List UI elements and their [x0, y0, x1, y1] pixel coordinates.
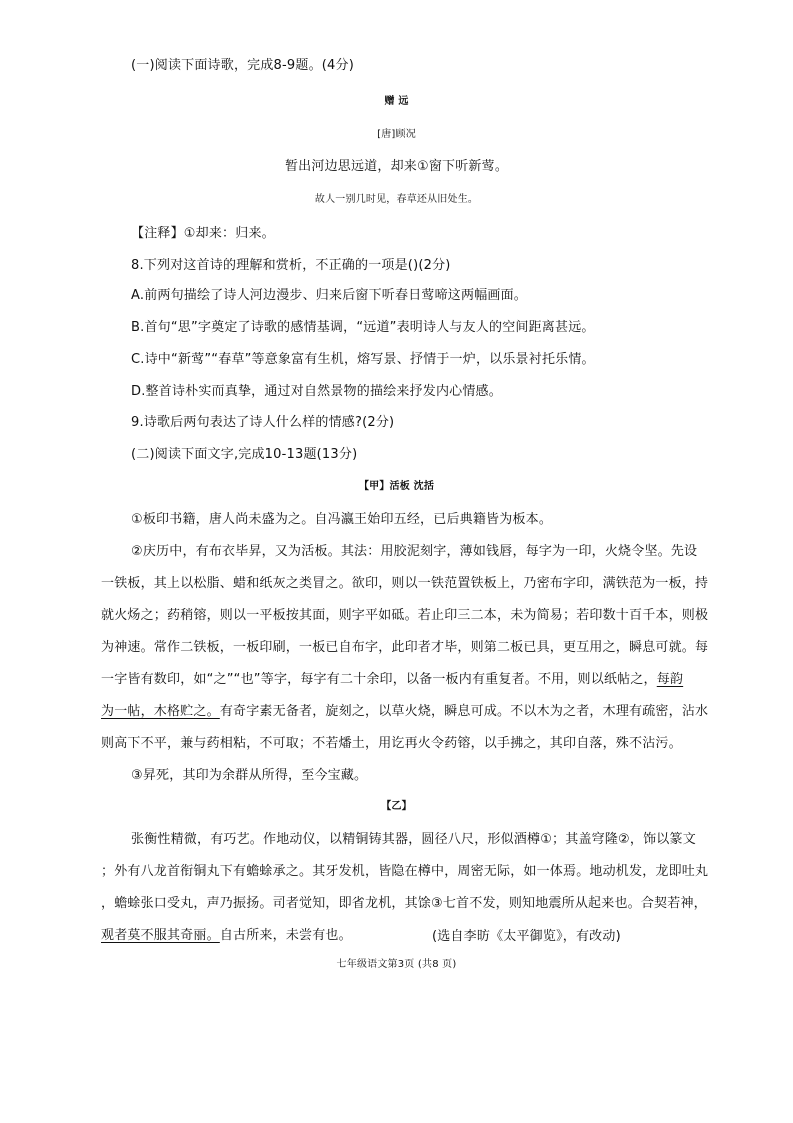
jia-paragraph-1: ①板印书籍，唐人尚未盛为之。自冯瀛王始印五经，已后典籍皆为板本。 — [131, 512, 553, 527]
jia-paragraph-2-line-2: 一铁板，其上以松脂、蜡和纸灰之类冒之。欲印，则以一铁范置铁板上，乃密布字印，满铁范为一板，持 — [101, 576, 709, 591]
jia-paragraph-2-line-4: 为神速。常作二铁板，一板印刷，一板已自布字，此印者才毕，则第二板已具，更互用之，瞬息可就。每 — [101, 640, 709, 655]
poem-title: 赠 远 — [384, 96, 409, 107]
yi-line-4 — [101, 924, 352, 943]
jia-paragraph-2-line-1: ②庆历中，有布衣毕昇，又为活板。其法：用胶泥刻字，薄如钱唇，每字为一印，火烧令坚。先设 — [131, 544, 698, 559]
text-segment: 有奇字素无备者，旋刻之，以草火烧，瞬息可成。不以木为之者，木理有疏密，沾水 — [219, 704, 709, 719]
jia-paragraph-3: ③昇死，其印为余群从所得，至今宝藏。 — [131, 768, 368, 783]
section2-heading: (二)阅读下面文字,完成10-13题(13分) — [131, 447, 358, 462]
underlined-sentence: 为一帖，木格贮之。 — [101, 704, 220, 719]
poem-line-2: 故人一别几时见，春草还从旧处生。 — [314, 194, 479, 205]
q8-stem: 8.下列对这首诗的理解和赏析，不正确的一项是()(2分) — [131, 258, 451, 273]
q8-option-a: A.前两句描绘了诗人河边漫步、归来后窗下听春日莺啼这两幅画面。 — [131, 288, 527, 303]
jia-paragraph-2-line-7: 则高下不平，兼与药相粘，不可取；不若燔土，用讫再火令药镕，以手拂之，其印自落，殊不沾污。 — [101, 736, 682, 751]
poem-author: [唐]顾况 — [377, 129, 416, 140]
jia-paragraph-2-line-6 — [101, 700, 708, 719]
yi-title: 【乙】 — [381, 801, 412, 812]
q8-option-c: C.诗中“新莺”“春草”等意象富有生机，熔写景、抒情于一炉，以乐景衬托乐情。 — [131, 352, 595, 367]
text-segment: 一字皆有数印，如“之”“也”等字，每字有二十余印，以备一板内有重复者。不用，则以纸帖之， — [101, 672, 657, 687]
underlined-sentence: 每韵 — [656, 672, 684, 687]
poem-line-1: 暂出河边思远道，却来①窗下听新莺。 — [284, 159, 509, 174]
yi-line-2: ；外有八龙首衔铜丸下有蟾蜍承之。其牙发机，皆隐在樽中，周密无际，如一体焉。地动机发，龙即吐丸 — [101, 864, 709, 879]
text-segment: 自古所来，未尝有也。 — [219, 928, 352, 943]
jia-title: 【甲】活板 沈括 — [358, 481, 435, 492]
source-citation: (选自李昉《太平御览》，有改动) — [432, 929, 621, 944]
section1-heading: (一)阅读下面诗歌，完成8-9题。(4分) — [131, 58, 354, 73]
q8-option-d: D.整首诗朴实而真挚，通过对自然景物的描绘来抒发内心情感。 — [131, 384, 502, 399]
underlined-sentence: 观者莫不服其奇丽。 — [101, 928, 220, 943]
poem-note: 【注释】①却来：归来。 — [131, 226, 275, 241]
page-footer: 七年级语文第3页 (共8 页) — [336, 959, 457, 970]
jia-paragraph-2-line-5 — [101, 668, 683, 687]
jia-paragraph-2-line-3: 就火炀之；药稍镕，则以一平板按其面，则字平如砥。若止印三二本，未为简易；若印数十百千本，则极 — [101, 608, 709, 623]
yi-line-1: 张衡性精微，有巧艺。作地动仪，以精铜铸其器，圆径八尺，形似酒樽①；其盖穹隆②，饰以篆文 — [131, 832, 696, 847]
q8-option-b: B.首句“思”字奠定了诗歌的感情基调，“远道”表明诗人与友人的空间距离甚远。 — [131, 320, 595, 335]
yi-line-3: ，蟾蜍张口受丸，声乃振扬。司者觉知，即省龙机，其馀③七首不发，则知地震所从起来也。合契若神， — [101, 896, 707, 911]
q9-stem: 9.诗歌后两句表达了诗人什么样的情感?(2分) — [131, 415, 395, 430]
